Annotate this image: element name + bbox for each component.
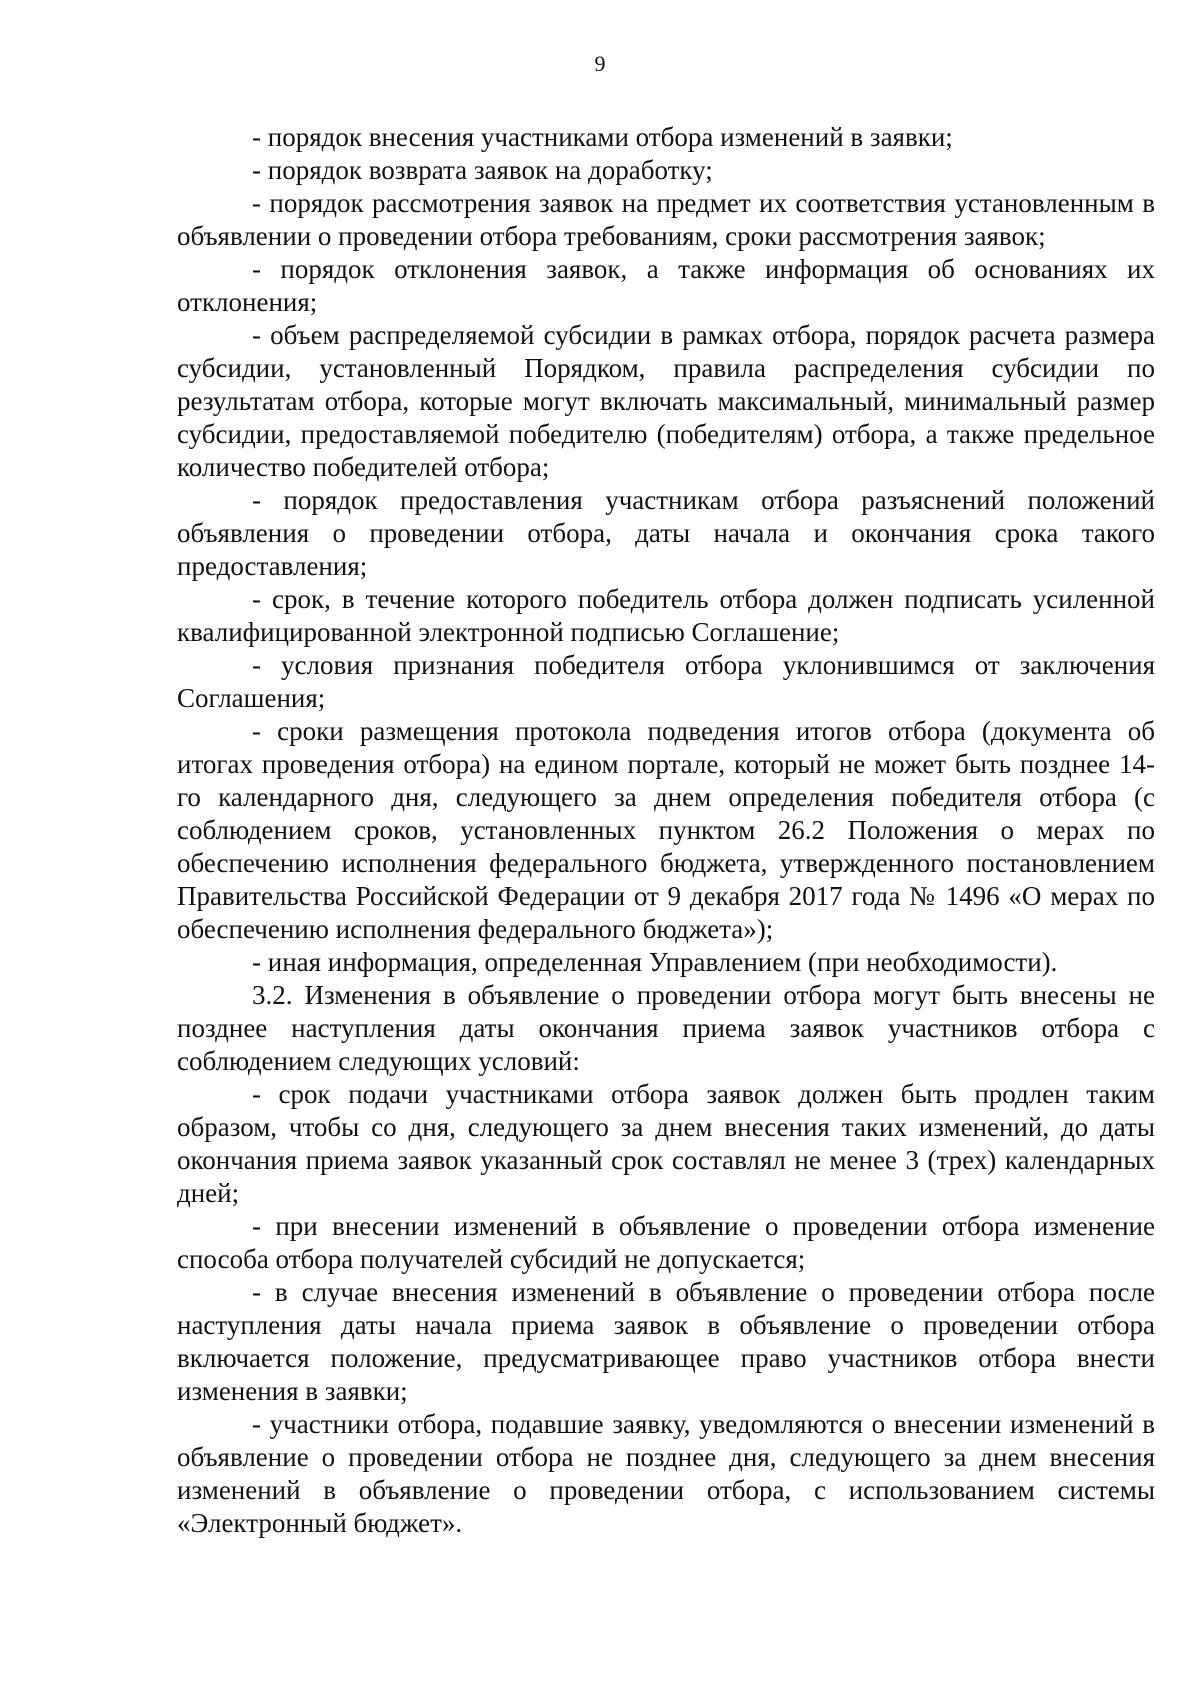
paragraph: - при внесении изменений в объявление о проведении отбора изменение способа отбора получателей субсидий не допускается;	[177, 1211, 1155, 1274]
paragraph: - в случае внесения изменений в объявление о проведении отбора после наступления даты начала приема заявок в объявление о проведении отбора включается положение, предусматривающее право участников отбора внести изменения в заявки;	[177, 1277, 1155, 1406]
paragraph: - порядок возврата заявок на доработку;	[252, 155, 713, 185]
paragraph: - участники отбора, подавшие заявку, уведомляются о внесении изменений в объявление о проведении отбора не позднее дня, следующего за днем внесения изменений в объявление о проведении отбора, с использованием системы «Электронный бюджет».	[177, 1409, 1155, 1538]
paragraph: - условия признания победителя отбора уклонившимся от заключения Соглашения;	[177, 650, 1155, 713]
paragraph: - иная информация, определенная Управлением (при необходимости).	[252, 947, 1058, 977]
paragraph: - срок подачи участниками отбора заявок должен быть продлен таким образом, чтобы со дня, следующего за днем внесения таких изменений, до даты окончания приема заявок указанный срок составлял не менее 3 (трех) календарных дней;	[177, 1079, 1155, 1208]
paragraph: - порядок внесения участниками отбора изменений в заявки;	[252, 122, 953, 152]
paragraph: - срок, в течение которого победитель отбора должен подписать усиленной квалифицированной электронной подписью Соглашение;	[177, 584, 1155, 647]
section-paragraph-3-2: 3.2. Изменения в объявление о проведении отбора могут быть внесены не позднее наступления даты окончания приема заявок участников отбора с соблюдением следующих условий:	[177, 980, 1155, 1076]
paragraph: - сроки размещения протокола подведения итогов отбора (документа об итогах проведения отбора) на едином портале, который не может быть позднее 14-го календарного дня, следующего за днем определения победителя отбора (с соблюдением сроков, установленных пунктом 26.2 Положения о мерах по обеспечению исполнения федерального бюджета, утвержденного постановлением Правительства Российской Федерации от 9 декабря 2017 года № 1496 «О мерах по обеспечению исполнения федерального бюджета»);	[177, 716, 1155, 944]
paragraph: - порядок рассмотрения заявок на предмет их соответствия установленным в объявлении о проведении отбора требованиям, сроки рассмотрения заявок;	[177, 188, 1155, 251]
page-number: 9	[594, 51, 606, 76]
paragraph: - порядок предоставления участникам отбора разъяснений положений объявления о проведении отбора, даты начала и окончания срока такого предоставления;	[177, 485, 1155, 581]
document-body	[177, 121, 1155, 1540]
paragraph: - объем распределяемой субсидии в рамках отбора, порядок расчета размера субсидии, установленный Порядком, правила распределения субсидии по результатам отбора, которые могут включать максимальный, минимальный размер субсидии, предоставляемой победителю (победителям) отбора, а также предельное количество победителей отбора;	[177, 320, 1155, 482]
paragraph: - порядок отклонения заявок, а также информация об основаниях их отклонения;	[177, 254, 1155, 317]
